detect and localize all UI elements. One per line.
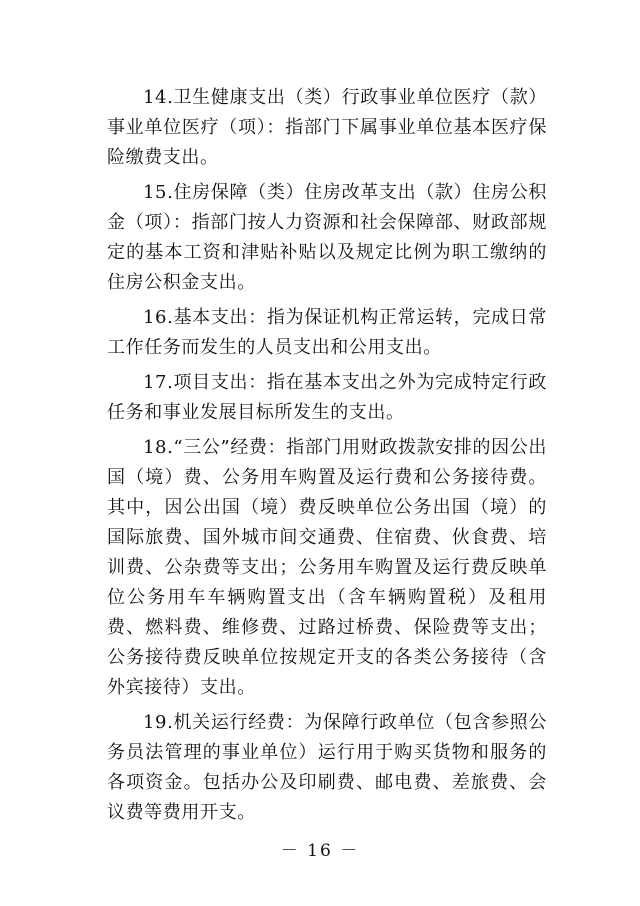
paragraph-18-three-public-expenses: 18.“三公”经费：指部门用财政拨款安排的因公出国（境）费、公务用车购置及运行费和公务接待费。其中，因公出国（境）费反映单位公务出国（境）的国际旅费、国外城市间交通费、住宿费、伙食费、培训费、公杂费等支出；公务用车购置及运行费反映单位公务用车车辆购置支出（含车辆购置税）及租用费、燃料费、维修费、过路过桥费、保险费等支出；公务接待费反映单位按规定开支的各类公务接待（含外宾接待）支出。 [107,437,547,698]
paragraph-16-basic-expenditure: 16.基本支出：指为保证机构正常运转，完成日常工作任务而发生的人员支出和公用支出。 [107,307,547,358]
document-body [107,83,547,828]
paragraph-15-housing-fund: 15.住房保障（类）住房改革支出（款）住房公积金（项）：指部门按人力资源和社会保障部、财政部规定的基本工资和津贴补贴以及规定比例为职工缴纳的住房公积金支出。 [107,182,547,293]
paragraph-19-operating-expenses: 19.机关运行经费：为保障行政单位（包含参照公务员法管理的事业单位）运行用于购买货物和服务的各项资金。包括办公及印刷费、邮电费、差旅费、会议费等费用开支。 [107,712,547,823]
page-number: － 16 － [280,841,360,861]
paragraph-17-project-expenditure: 17.项目支出：指在基本支出之外为完成特定行政任务和事业发展目标所发生的支出。 [107,372,547,423]
paragraph-14-medical-expenditure: 14.卫生健康支出（类）行政事业单位医疗（款）事业单位医疗（项）：指部门下属事业单位基本医疗保险缴费支出。 [107,87,547,168]
